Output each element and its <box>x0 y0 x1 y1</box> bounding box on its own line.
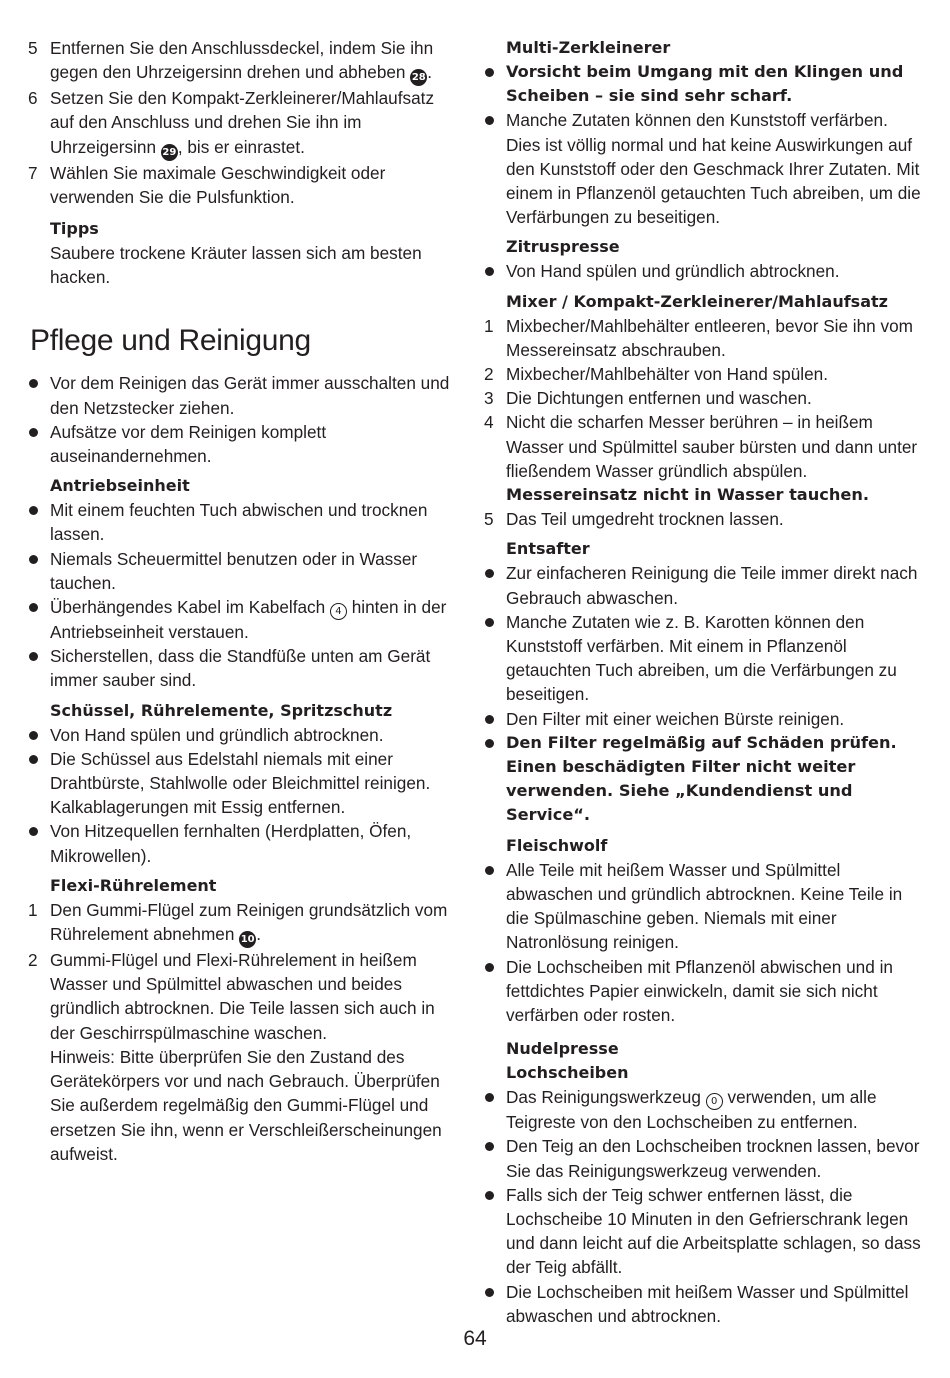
step-text-end: , bis er einrastet. <box>177 136 305 157</box>
bullet-item <box>478 259 923 283</box>
step-item <box>22 36 462 86</box>
step-number: 1 <box>484 315 494 336</box>
bullet-text: Mit einem feuchten Tuch abwischen und trocknen lassen. <box>50 500 428 545</box>
bullet-item <box>478 707 923 731</box>
bullet-text: Von Hand spülen und gründlich abtrocknen. <box>506 261 840 282</box>
bullet-icon <box>485 1093 494 1102</box>
bullet-icon <box>485 866 494 875</box>
step-text: Gummi-Flügel und Flexi-Rührelement in heißem Wasser und Spülmittel abwaschen und beides gründlich abtrocknen. Die Teile lassen sich auch in der Geschirrspülmaschine waschen. <box>50 950 435 1043</box>
step-number: 2 <box>484 364 494 385</box>
bullet-item <box>478 1280 923 1328</box>
bullet-item <box>22 595 462 644</box>
step-text: Nicht die scharfen Messer berühren – in heißem Wasser und Spülmittel sauber bürsten und dann unter fließendem Wasser gründlich abspülen. <box>506 412 918 481</box>
mixer-heading: Mixer / Kompakt-Zerkleinerer/Mahlaufsatz <box>506 291 888 311</box>
figure-ref-icon: 0 <box>706 1093 723 1110</box>
bullet-icon <box>29 603 38 612</box>
right-column <box>478 36 923 1328</box>
bullet-item <box>478 1134 923 1182</box>
bullet-text: Überhängendes Kabel im Kabelfach <box>50 597 326 618</box>
figure-ref-icon: 29 <box>161 144 178 161</box>
fleisch-heading: Fleischwolf <box>506 835 608 855</box>
mixer-warning: Messereinsatz nicht in Wasser tauchen. <box>506 485 870 505</box>
bullet-text: Manche Zutaten können den Kunststoff verfärben. Dies ist völlig normal und hat keine Auswirkungen auf den Kunststoff oder den Geschmack Ihrer Zutaten. Mit einem in Pflanzenöl getauchten Tuch abreiben, um die Verfärbungen zu beseitigen. <box>506 110 921 228</box>
bullet-item <box>478 955 923 1028</box>
bullet-text-end: verwenden, um alle Teigreste von den Lochscheiben zu entfernen. <box>506 1087 877 1133</box>
bullet-text: Die Lochscheiben mit Pflanzenöl abwischen und in fettdichtes Papier einwickeln, damit sie sich nicht verfärben oder rosten. <box>506 956 893 1025</box>
bullet-text: Niemals Scheuermittel benutzen oder in Wasser tauchen. <box>50 548 418 593</box>
step-text: Den Gummi-Flügel zum Reinigen grundsätzlich vom Rührelement abnehmen <box>50 899 448 945</box>
bullet-icon <box>485 618 494 627</box>
nudel-heading: Nudelpresse <box>506 1039 619 1059</box>
bullet-item <box>478 610 923 707</box>
warning-bullet-item <box>478 731 923 828</box>
step-item <box>22 86 462 160</box>
bullet-item <box>478 1085 923 1134</box>
step-item <box>22 161 462 209</box>
bullet-icon <box>485 715 494 724</box>
zitrus-heading: Zitruspresse <box>506 237 620 257</box>
step-item <box>478 410 923 483</box>
flexi-note: Hinweis: Bitte überprüfen Sie den Zustand des Gerätekörpers vor und nach Gebrauch. Überprüfen Sie außerdem regelmäßig den Gummi-Flügel und ersetzen Sie ihn, wenn er Verschleißerscheinungen aufweist. <box>50 1046 442 1164</box>
step-text: Setzen Sie den Kompakt-Zerkleinerer/Mahlaufsatz auf den Anschluss und drehen Sie ihn im Uhrzeigersinn <box>50 88 435 157</box>
step-item <box>478 362 923 386</box>
step-number: 4 <box>484 412 494 433</box>
figure-ref-icon: 4 <box>330 603 347 620</box>
tipps-heading: Tipps <box>50 219 99 239</box>
step-number: 2 <box>28 950 38 971</box>
step-item <box>478 507 923 531</box>
bullet-item <box>22 498 462 546</box>
bullet-icon <box>485 68 494 77</box>
bullet-item <box>22 420 462 468</box>
bullet-icon <box>485 1142 494 1151</box>
bullet-icon <box>485 1191 494 1200</box>
step-number: 5 <box>28 38 38 58</box>
flexi-heading: Flexi-Rührelement <box>50 875 217 895</box>
bullet-icon <box>29 731 38 740</box>
step-item <box>478 386 923 410</box>
bullet-text: Vorsicht beim Umgang mit den Klingen und Scheiben – sie sind sehr scharf. <box>506 62 904 106</box>
bullet-text: Manche Zutaten wie z. B. Karotten können den Kunststoff verfärben. Mit einem in Pflanzenöl getauchten Tuch abreiben, um die Verfärbungen zu beseitigen. <box>506 611 897 705</box>
step-text: Mixbecher/Mahlbehälter von Hand spülen. <box>506 364 828 385</box>
bullet-icon <box>29 827 38 836</box>
bullet-icon <box>485 116 494 125</box>
page-number: 64 <box>463 1327 487 1350</box>
figure-ref-icon: 10 <box>239 931 256 948</box>
bullet-icon <box>29 506 38 515</box>
bullet-text: Die Schüssel aus Edelstahl niemals mit einer Drahtbürste, Stahlwolle oder Bleichmittel reinigen. Kalkablagerungen mit Essig entfernen. <box>50 748 431 818</box>
bullet-item <box>22 547 462 595</box>
bullet-text: Vor dem Reinigen das Gerät immer ausschalten und den Netzstecker ziehen. <box>50 373 450 418</box>
bullet-icon <box>29 652 38 661</box>
bullet-item <box>478 108 923 229</box>
tipps-text: Saubere trockene Kräuter lassen sich am besten hacken. <box>50 243 422 288</box>
bullet-icon <box>485 267 494 276</box>
step-number: 5 <box>484 509 494 530</box>
bullet-text-end: hinten in der Antriebseinheit verstauen. <box>50 597 447 643</box>
bullet-item <box>22 723 462 747</box>
bullet-text: Den Filter regelmäßig auf Schäden prüfen. Einen beschädigten Filter nicht weiter verwenden. Siehe „Kundendienst und Service“. <box>506 732 897 825</box>
bullet-text: Den Teig an den Lochscheiben trocknen lassen, bevor Sie das Reinigungswerkzeug verwenden. <box>506 1136 920 1181</box>
entsafter-heading: Entsafter <box>506 539 590 559</box>
bullet-item <box>22 644 462 692</box>
bullet-text: Die Lochscheiben mit heißem Wasser und Spülmittel abwaschen und abtrocknen. <box>506 1281 909 1326</box>
bullet-icon <box>485 963 494 972</box>
bullet-item <box>22 747 462 820</box>
bullet-icon <box>485 1288 494 1297</box>
step-number: 7 <box>28 162 38 183</box>
figure-ref-icon: 28 <box>410 69 427 86</box>
schuessel-heading: Schüssel, Rührelemente, Spritzschutz <box>50 700 393 720</box>
step-text-end: . <box>427 62 433 83</box>
bullet-text: Das Reinigungswerkzeug <box>506 1087 701 1108</box>
bullet-item <box>478 1183 923 1280</box>
bullet-text: Sicherstellen, dass die Standfüße unten am Gerät immer sauber sind. <box>50 646 431 691</box>
bullet-item <box>22 819 462 867</box>
bullet-icon <box>29 379 38 388</box>
step-text: Das Teil umgedreht trocknen lassen. <box>506 509 784 530</box>
step-text-end: . <box>256 924 261 945</box>
step-item <box>22 898 462 948</box>
bullet-icon <box>29 755 38 764</box>
bullet-text: Von Hitzequellen fernhalten (Herdplatten, Öfen, Mikrowellen). <box>50 821 412 866</box>
bullet-text: Von Hand spülen und gründlich abtrocknen. <box>50 724 384 745</box>
bullet-item <box>478 858 923 955</box>
antrieb-heading: Antriebseinheit <box>50 476 190 496</box>
bullet-icon <box>29 555 38 564</box>
step-item <box>478 314 923 362</box>
step-text: Entfernen Sie den Anschlussdeckel, indem Sie ihn gegen den Uhrzeigersinn drehen und abheben <box>50 38 434 83</box>
section-title: Pflege und Reinigung <box>30 324 311 358</box>
bullet-icon <box>29 428 38 437</box>
step-number: 1 <box>28 899 38 920</box>
step-text: Wählen Sie maximale Geschwindigkeit oder verwenden Sie die Pulsfunktion. <box>50 162 386 207</box>
left-column <box>22 36 462 1166</box>
step-text: Die Dichtungen entfernen und waschen. <box>506 388 812 409</box>
bullet-item <box>478 561 923 609</box>
step-number: 3 <box>484 388 494 409</box>
step-number: 6 <box>28 88 38 109</box>
warning-bullet-item <box>478 60 923 108</box>
bullet-item <box>22 371 462 419</box>
step-item <box>22 948 462 1045</box>
multi-heading: Multi-Zerkleinerer <box>506 38 671 57</box>
loch-heading: Lochscheiben <box>506 1063 629 1083</box>
bullet-text: Falls sich der Teig schwer entfernen lässt, die Lochscheibe 10 Minuten in den Gefrierschrank legen und dann leicht auf die Arbeitsplatte schlagen, so dass der Teig abfällt. <box>506 1184 921 1278</box>
bullet-text: Den Filter mit einer weichen Bürste reinigen. <box>506 708 845 729</box>
step-text: Mixbecher/Mahlbehälter entleeren, bevor Sie ihn vom Messereinsatz abschrauben. <box>506 315 913 360</box>
bullet-text: Zur einfacheren Reinigung die Teile immer direkt nach Gebrauch abwaschen. <box>506 563 918 608</box>
bullet-icon <box>485 569 494 578</box>
bullet-text: Alle Teile mit heißem Wasser und Spülmittel abwaschen und gründlich abtrocknen. Keine Teile in die Spülmaschine geben. Niemals mit einer Natronlösung reinigen. <box>506 859 903 953</box>
bullet-text: Aufsätze vor dem Reinigen komplett auseinandernehmen. <box>50 421 327 467</box>
bullet-icon <box>485 739 494 748</box>
